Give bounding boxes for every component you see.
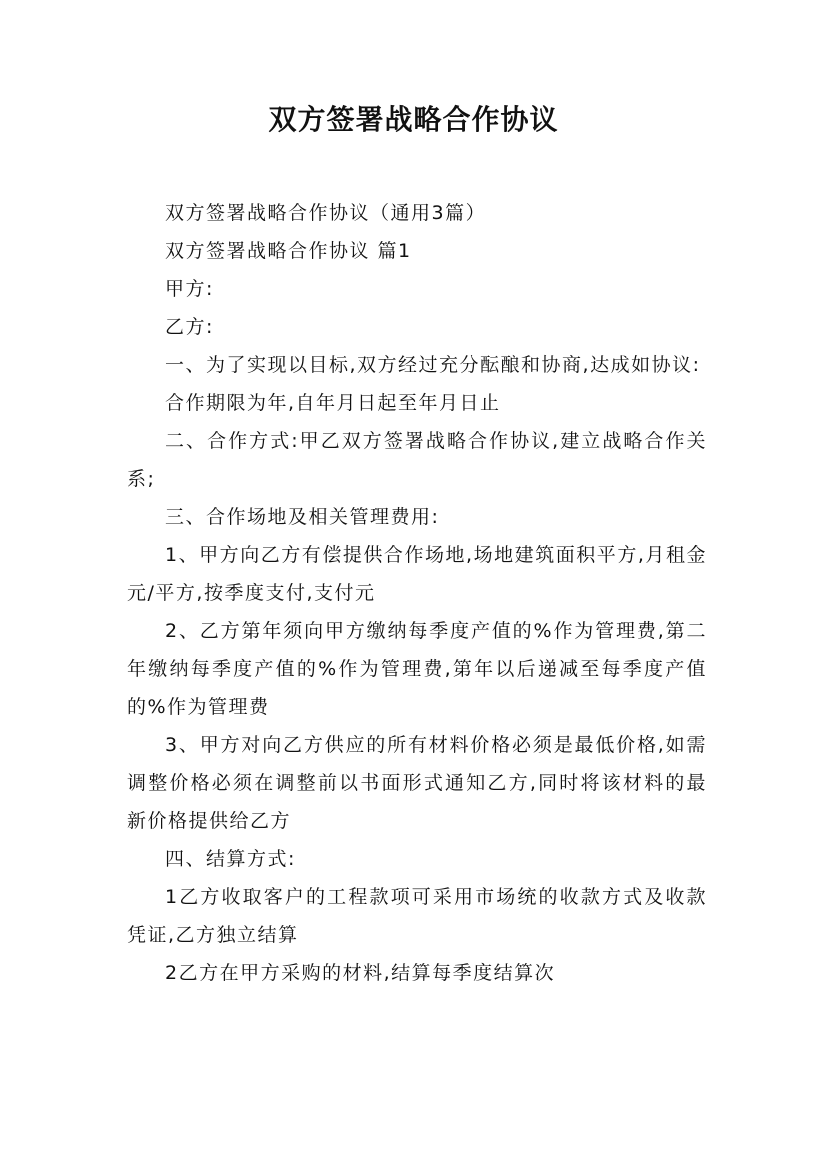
paragraph-section-heading: 双方签署战略合作协议 篇1 [165,240,412,262]
paragraph-clause-3-item-2: 2、乙方第年须向甲方缴纳每季度产值的%作为管理费,第二年缴纳每季度产值的%作为管理费,第年以后递减至每季度产值的%作为管理费 [127,620,707,718]
paragraph-clause-1: 一、为了实现以目标,双方经过充分酝酿和协商,达成如协议: [165,354,701,376]
paragraph-clause-4-item-2: 2乙方在甲方采购的材料,结算每季度结算次 [165,962,556,984]
paragraph-party-a: 甲方: [165,278,214,300]
paragraph-term: 合作期限为年,自年月日起至年月日止 [165,392,501,414]
paragraph-clause-4-item-1: 1乙方收取客户的工程款项可采用市场统的收款方式及收款凭证,乙方独立结算 [127,886,707,946]
paragraph-subtitle: 双方签署战略合作协议（通用3篇） [165,202,487,224]
paragraph-clause-4: 四、结算方式: [165,848,296,870]
paragraph-clause-3-item-1: 1、甲方向乙方有偿提供合作场地,场地建筑面积平方,月租金元/平方,按季度支付,支付元 [127,544,707,604]
paragraph-clause-2: 二、合作方式:甲乙双方签署战略合作协议,建立战略合作关系; [127,430,707,490]
document-body [127,194,707,992]
document-title: 双方签署战略合作协议 [268,103,559,136]
paragraph-clause-3: 三、合作场地及相关管理费用: [165,506,440,528]
paragraph-clause-3-item-3: 3、甲方对向乙方供应的所有材料价格必须是最低价格,如需调整价格必须在调整前以书面形式通知乙方,同时将该材料的最新价格提供给乙方 [127,734,707,832]
paragraph-party-b: 乙方: [165,316,214,338]
